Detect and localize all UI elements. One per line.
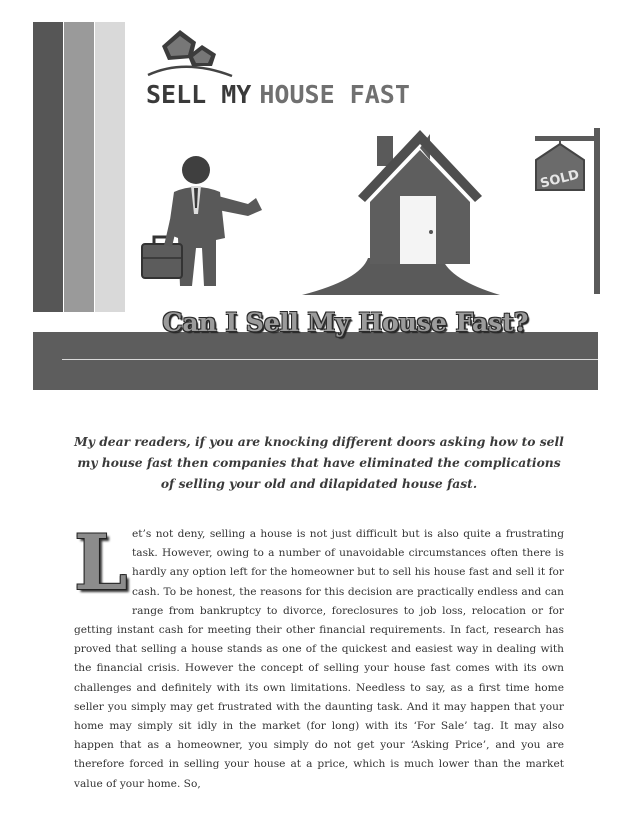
- decor-bar-mid: [64, 22, 94, 312]
- sold-sign-icon: [535, 128, 600, 294]
- logo-word-sell-my: SELL MY: [146, 80, 252, 109]
- logo-word-house-fast: HOUSE FAST: [259, 80, 410, 109]
- decor-bar-light: [95, 22, 125, 312]
- sold-sign-text: SOLD: [538, 167, 581, 192]
- businessman-icon: [142, 156, 262, 286]
- house-icon: [302, 130, 500, 295]
- illustration: [130, 120, 610, 310]
- drop-cap: L: [74, 518, 128, 607]
- logo-wordmark: [146, 80, 410, 109]
- intro-paragraph: My dear readers, if you are knocking different doors asking how to sell my house fast then companies that have eliminated the complications of selling your old and dilapidated house fast.: [74, 434, 564, 491]
- article-body: [74, 518, 564, 794]
- article-text: et’s not deny, selling a house is not just difficult but is also quite a frustrating task. However, owing to a number of unavoidable circumstances often there is hardly any option left for the homeowner but to sell his house fast and sell it for cash. To be honest, the reasons for this decision are practically endless and can range from bankruptcy to divorce, foreclosures to job loss, relocation or for getting instant cash for meeting their other financial requirements. In fact, research has proved that selling a house stands as one of the quickest and easiest way in dealing with the financial crisis. However the concept of selling your house fast comes with its own challenges and definitely with its own limitations. Needless to say, as a first time home seller you simply may get frustrated with the daunting task. And it may happen that your home may simply sit idly in the market (for long) with its ‘For Sale’ tag. It may also happen that as a homeowner, you simply do not get your ‘Asking Price’, and you are therefore forced in selling your house at a price, which is much lower than the market value of your home. So,: [74, 528, 564, 790]
- decor-bar-dark: [33, 22, 63, 312]
- page-title: Can I Sell My House Fast?: [162, 308, 529, 337]
- title-divider: [62, 359, 598, 360]
- title-band: [33, 332, 598, 390]
